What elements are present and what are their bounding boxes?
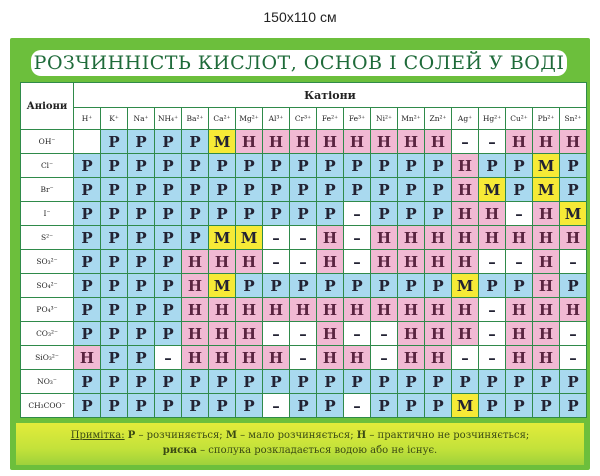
solubility-cell: Р: [155, 370, 182, 394]
solubility-cell: Н: [506, 346, 533, 370]
cation-header: K⁺: [101, 108, 128, 130]
cations-row: [21, 108, 587, 130]
solubility-cell: Р: [290, 394, 317, 418]
solubility-cell: Р: [155, 178, 182, 202]
anion-label: SO₄²⁻: [21, 274, 74, 298]
solubility-cell: Н: [209, 322, 236, 346]
solubility-cell: Р: [155, 322, 182, 346]
solubility-cell: –: [290, 322, 317, 346]
solubility-cell: Р: [128, 250, 155, 274]
solubility-cell: –: [344, 322, 371, 346]
solubility-cell: Р: [398, 178, 425, 202]
solubility-cell: Р: [128, 178, 155, 202]
page-title: РОЗЧИННІСТЬ КИСЛОТ, ОСНОВ І СОЛЕЙ У ВОДІ: [31, 50, 567, 76]
solubility-cell: Н: [317, 322, 344, 346]
cation-header: Cr³⁺: [290, 108, 317, 130]
table-row: [21, 346, 587, 370]
solubility-cell: Н: [398, 322, 425, 346]
solubility-cell: Р: [74, 274, 101, 298]
solubility-cell: Р: [425, 274, 452, 298]
cation-header: Zn²⁺: [425, 108, 452, 130]
solubility-cell: Р: [506, 178, 533, 202]
solubility-cell: Н: [560, 298, 587, 322]
solubility-cell: Н: [209, 250, 236, 274]
solubility-cell: Р: [398, 154, 425, 178]
solubility-cell: Н: [290, 130, 317, 154]
solubility-cell: Р: [74, 298, 101, 322]
solubility-cell: Р: [236, 202, 263, 226]
solubility-cell: Р: [317, 154, 344, 178]
solubility-cell: Р: [101, 250, 128, 274]
solubility-cell: Р: [560, 154, 587, 178]
solubility-cell: Н: [290, 298, 317, 322]
solubility-cell: Р: [101, 178, 128, 202]
table-row: [21, 130, 587, 154]
anion-label: Br⁻: [21, 178, 74, 202]
solubility-cell: Р: [182, 202, 209, 226]
cation-header: Al³⁺: [263, 108, 290, 130]
solubility-cell: Н: [317, 130, 344, 154]
table-row: [21, 322, 587, 346]
table-body: [21, 130, 587, 418]
solubility-cell: Н: [398, 226, 425, 250]
solubility-cell: Р: [182, 154, 209, 178]
solubility-cell: Р: [506, 154, 533, 178]
solubility-cell: Н: [533, 202, 560, 226]
solubility-cell: Р: [155, 226, 182, 250]
solubility-cell: Н: [236, 322, 263, 346]
solubility-cell: Р: [533, 370, 560, 394]
solubility-cell: Н: [425, 226, 452, 250]
anion-label: NO₃⁻: [21, 370, 74, 394]
solubility-cell: –: [506, 202, 533, 226]
solubility-cell: Н: [182, 274, 209, 298]
solubility-cell: Р: [182, 130, 209, 154]
solubility-cell: Н: [479, 226, 506, 250]
solubility-cell: Р: [317, 178, 344, 202]
legend-text-h: – практично не розчиняється;: [366, 430, 530, 441]
solubility-cell: Н: [533, 346, 560, 370]
solubility-cell: Н: [182, 298, 209, 322]
solubility-cell: Н: [560, 226, 587, 250]
solubility-cell: Н: [479, 202, 506, 226]
solubility-cell: Р: [209, 394, 236, 418]
legend-note: [16, 423, 584, 465]
solubility-cell: Н: [398, 298, 425, 322]
solubility-cell: Р: [263, 178, 290, 202]
solubility-cell: Р: [155, 250, 182, 274]
solubility-cell: Р: [128, 370, 155, 394]
anions-header: Аніони: [21, 83, 74, 130]
solubility-cell: Р: [290, 370, 317, 394]
solubility-cell: Р: [425, 394, 452, 418]
solubility-cell: Р: [182, 178, 209, 202]
solubility-cell: Р: [101, 130, 128, 154]
solubility-cell: Н: [506, 226, 533, 250]
solubility-cell: Р: [101, 298, 128, 322]
solubility-cell: Н: [263, 346, 290, 370]
solubility-cell: Р: [317, 370, 344, 394]
solubility-cell: Р: [74, 154, 101, 178]
cation-header: Hg²⁺: [479, 108, 506, 130]
solubility-cell: Н: [533, 130, 560, 154]
solubility-cell: Р: [236, 394, 263, 418]
solubility-cell: Р: [398, 370, 425, 394]
solubility-cell: Р: [398, 274, 425, 298]
solubility-cell: Н: [263, 130, 290, 154]
legend-text-p: – розчиняється;: [135, 430, 226, 441]
solubility-cell: Н: [344, 130, 371, 154]
solubility-cell: [74, 130, 101, 154]
solubility-cell: –: [263, 394, 290, 418]
solubility-cell: Р: [155, 154, 182, 178]
solubility-cell: Н: [425, 250, 452, 274]
table-row: [21, 370, 587, 394]
solubility-cell: Р: [560, 178, 587, 202]
solubility-cell: Р: [398, 202, 425, 226]
solubility-cell: М: [236, 226, 263, 250]
cation-header: Sn²⁺: [560, 108, 587, 130]
solubility-cell: Н: [452, 298, 479, 322]
solubility-cell: Н: [344, 346, 371, 370]
solubility-cell: Р: [290, 274, 317, 298]
solubility-cell: Р: [182, 370, 209, 394]
cation-header: Fe²⁺: [317, 108, 344, 130]
solubility-cell: Р: [101, 322, 128, 346]
table-row: [21, 274, 587, 298]
anion-label: CH₃COO⁻: [21, 394, 74, 418]
solubility-cell: Р: [479, 394, 506, 418]
solubility-cell: –: [371, 322, 398, 346]
solubility-cell: Р: [209, 370, 236, 394]
solubility-cell: Р: [317, 202, 344, 226]
cation-header: Na⁺: [128, 108, 155, 130]
solubility-cell: Н: [425, 346, 452, 370]
solubility-cell: Р: [344, 178, 371, 202]
solubility-cell: Н: [560, 130, 587, 154]
solubility-cell: Р: [560, 274, 587, 298]
solubility-cell: Р: [398, 394, 425, 418]
solubility-cell: Н: [74, 346, 101, 370]
solubility-cell: Р: [317, 274, 344, 298]
anion-label: S²⁻: [21, 226, 74, 250]
solubility-cell: Н: [182, 322, 209, 346]
solubility-cell: Н: [317, 346, 344, 370]
solubility-cell: Р: [506, 274, 533, 298]
solubility-cell: Р: [155, 394, 182, 418]
solubility-cell: Р: [128, 202, 155, 226]
legend-text-m: – мало розчиняється;: [236, 430, 357, 441]
solubility-cell: Р: [425, 370, 452, 394]
solubility-cell: Р: [128, 346, 155, 370]
solubility-cell: Н: [398, 346, 425, 370]
solubility-cell: Р: [209, 178, 236, 202]
cation-header: Fe³⁺: [344, 108, 371, 130]
solubility-cell: Н: [263, 298, 290, 322]
cation-header: NH₄⁺: [155, 108, 182, 130]
solubility-cell: –: [263, 226, 290, 250]
anion-label: CO₃²⁻: [21, 322, 74, 346]
solubility-cell: –: [290, 250, 317, 274]
solubility-cell: Н: [533, 226, 560, 250]
solubility-cell: Р: [209, 154, 236, 178]
solubility-table: [20, 82, 587, 418]
solubility-cell: Р: [425, 178, 452, 202]
solubility-cell: Н: [506, 130, 533, 154]
solubility-cell: Н: [452, 178, 479, 202]
cation-header: Ag⁺: [452, 108, 479, 130]
solubility-cell: Р: [182, 226, 209, 250]
cation-header: Pb²⁺: [533, 108, 560, 130]
solubility-cell: Н: [452, 250, 479, 274]
legend-key-dash: риска: [162, 445, 197, 456]
anion-label: I⁻: [21, 202, 74, 226]
solubility-cell: Н: [371, 226, 398, 250]
anion-label: OH⁻: [21, 130, 74, 154]
solubility-cell: Н: [452, 226, 479, 250]
solubility-cell: Р: [101, 202, 128, 226]
table-row: [21, 394, 587, 418]
solubility-cell: Н: [398, 130, 425, 154]
solubility-cell: Р: [74, 394, 101, 418]
solubility-cell: –: [560, 250, 587, 274]
solubility-cell: –: [452, 130, 479, 154]
solubility-cell: –: [479, 322, 506, 346]
solubility-cell: Р: [371, 394, 398, 418]
anion-label: PO₄³⁻: [21, 298, 74, 322]
solubility-cell: М: [533, 154, 560, 178]
solubility-cell: –: [506, 250, 533, 274]
solubility-cell: Р: [155, 202, 182, 226]
solubility-cell: Р: [101, 346, 128, 370]
solubility-cell: Р: [101, 226, 128, 250]
solubility-cell: Н: [425, 298, 452, 322]
solubility-cell: –: [344, 226, 371, 250]
solubility-cell: Н: [371, 250, 398, 274]
solubility-cell: Н: [533, 298, 560, 322]
solubility-cell: Р: [155, 130, 182, 154]
solubility-cell: Н: [344, 298, 371, 322]
solubility-cell: Р: [155, 298, 182, 322]
solubility-cell: –: [371, 346, 398, 370]
solubility-cell: Н: [533, 250, 560, 274]
solubility-cell: Н: [236, 346, 263, 370]
solubility-cell: Н: [236, 250, 263, 274]
solubility-cell: –: [155, 346, 182, 370]
solubility-cell: Р: [236, 154, 263, 178]
solubility-cell: Р: [128, 226, 155, 250]
legend-key-m: М: [225, 430, 237, 441]
solubility-cell: Р: [128, 130, 155, 154]
solubility-cell: Р: [128, 322, 155, 346]
anion-label: SiO₃²⁻: [21, 346, 74, 370]
cation-header: Ca²⁺: [209, 108, 236, 130]
solubility-cell: Р: [209, 202, 236, 226]
solubility-cell: Р: [101, 274, 128, 298]
solubility-cell: М: [452, 394, 479, 418]
solubility-cell: –: [479, 346, 506, 370]
solubility-cell: Р: [479, 370, 506, 394]
solubility-cell: Н: [452, 202, 479, 226]
solubility-cell: Н: [452, 322, 479, 346]
solubility-cell: Н: [209, 298, 236, 322]
cation-header: H⁺: [74, 108, 101, 130]
solubility-cell: Р: [74, 250, 101, 274]
solubility-cell: Р: [128, 394, 155, 418]
solubility-cell: М: [560, 202, 587, 226]
solubility-cell: Р: [506, 370, 533, 394]
table-row: [21, 154, 587, 178]
solubility-cell: Р: [425, 154, 452, 178]
size-label: 150x110 см: [263, 9, 337, 25]
solubility-cell: –: [344, 394, 371, 418]
solubility-cell: Н: [398, 250, 425, 274]
solubility-cell: Р: [263, 370, 290, 394]
solubility-cell: Р: [74, 370, 101, 394]
solubility-cell: Р: [290, 202, 317, 226]
solubility-cell: Р: [236, 370, 263, 394]
solubility-cell: Р: [425, 202, 452, 226]
solubility-cell: Р: [533, 394, 560, 418]
solubility-cell: Н: [452, 154, 479, 178]
solubility-cell: М: [209, 226, 236, 250]
solubility-cell: Н: [182, 346, 209, 370]
cation-header: Cu²⁺: [506, 108, 533, 130]
solubility-cell: Н: [317, 226, 344, 250]
solubility-cell: Р: [182, 394, 209, 418]
solubility-cell: Р: [344, 370, 371, 394]
solubility-cell: Р: [128, 274, 155, 298]
table-row: [21, 226, 587, 250]
solubility-cell: Р: [290, 178, 317, 202]
solubility-cell: Р: [371, 202, 398, 226]
table-row: [21, 250, 587, 274]
cation-header: Ba²⁺: [182, 108, 209, 130]
solubility-cell: М: [209, 130, 236, 154]
solubility-cell: Н: [236, 130, 263, 154]
table-row: [21, 202, 587, 226]
solubility-cell: –: [479, 250, 506, 274]
solubility-cell: Р: [371, 274, 398, 298]
note-label: Примітка:: [70, 430, 125, 441]
anion-label: Cl⁻: [21, 154, 74, 178]
solubility-cell: Р: [101, 394, 128, 418]
solubility-cell: Р: [236, 178, 263, 202]
solubility-cell: –: [560, 322, 587, 346]
solubility-cell: Н: [371, 130, 398, 154]
table-row: [21, 178, 587, 202]
solubility-cell: Р: [263, 202, 290, 226]
solubility-cell: М: [452, 274, 479, 298]
solubility-cell: –: [263, 322, 290, 346]
solubility-cell: Р: [74, 202, 101, 226]
solubility-cell: –: [290, 346, 317, 370]
anion-label: SO₃²⁻: [21, 250, 74, 274]
solubility-cell: –: [263, 250, 290, 274]
solubility-cell: Р: [263, 154, 290, 178]
solubility-cell: –: [344, 250, 371, 274]
solubility-cell: Р: [128, 298, 155, 322]
solubility-cell: Р: [344, 274, 371, 298]
solubility-cell: Р: [74, 178, 101, 202]
solubility-cell: Р: [344, 154, 371, 178]
solubility-cell: Р: [371, 370, 398, 394]
solubility-cell: Р: [506, 394, 533, 418]
solubility-cell: –: [452, 346, 479, 370]
solubility-cell: Р: [101, 154, 128, 178]
solubility-cell: Р: [155, 274, 182, 298]
solubility-cell: –: [479, 130, 506, 154]
solubility-cell: Р: [74, 226, 101, 250]
legend-key-p: Р: [127, 430, 136, 441]
cation-header: Mn²⁺: [398, 108, 425, 130]
table-row: [21, 298, 587, 322]
solubility-cell: Р: [263, 274, 290, 298]
solubility-cell: Н: [506, 322, 533, 346]
solubility-cell: Н: [209, 346, 236, 370]
solubility-cell: –: [344, 202, 371, 226]
solubility-cell: Р: [128, 154, 155, 178]
legend-key-h: Н: [356, 430, 367, 441]
solubility-cell: Р: [371, 154, 398, 178]
solubility-cell: Р: [236, 274, 263, 298]
solubility-cell: Р: [479, 154, 506, 178]
solubility-cell: Н: [533, 274, 560, 298]
solubility-cell: Н: [317, 298, 344, 322]
solubility-cell: Н: [317, 250, 344, 274]
solubility-cell: –: [560, 346, 587, 370]
solubility-cell: Н: [425, 130, 452, 154]
solubility-cell: Р: [74, 322, 101, 346]
solubility-cell: Р: [317, 394, 344, 418]
solubility-cell: Р: [560, 370, 587, 394]
solubility-cell: Н: [371, 298, 398, 322]
solubility-cell: М: [533, 178, 560, 202]
solubility-board: [10, 38, 590, 470]
solubility-cell: Р: [452, 370, 479, 394]
solubility-cell: М: [479, 178, 506, 202]
solubility-cell: –: [290, 226, 317, 250]
solubility-cell: Р: [101, 370, 128, 394]
solubility-cell: Н: [236, 298, 263, 322]
cation-header: Ni²⁺: [371, 108, 398, 130]
solubility-cell: Р: [371, 178, 398, 202]
legend-text-dash: – сполука розкладається водою або не існує.: [196, 445, 438, 456]
cations-header: Катіони: [74, 83, 587, 108]
solubility-cell: Н: [533, 322, 560, 346]
solubility-cell: Н: [182, 250, 209, 274]
solubility-cell: М: [209, 274, 236, 298]
cation-header: Mg²⁺: [236, 108, 263, 130]
solubility-cell: Р: [290, 154, 317, 178]
solubility-cell: Р: [479, 274, 506, 298]
solubility-cell: –: [479, 298, 506, 322]
solubility-cell: Н: [425, 322, 452, 346]
solubility-cell: Н: [506, 298, 533, 322]
solubility-cell: Р: [560, 394, 587, 418]
